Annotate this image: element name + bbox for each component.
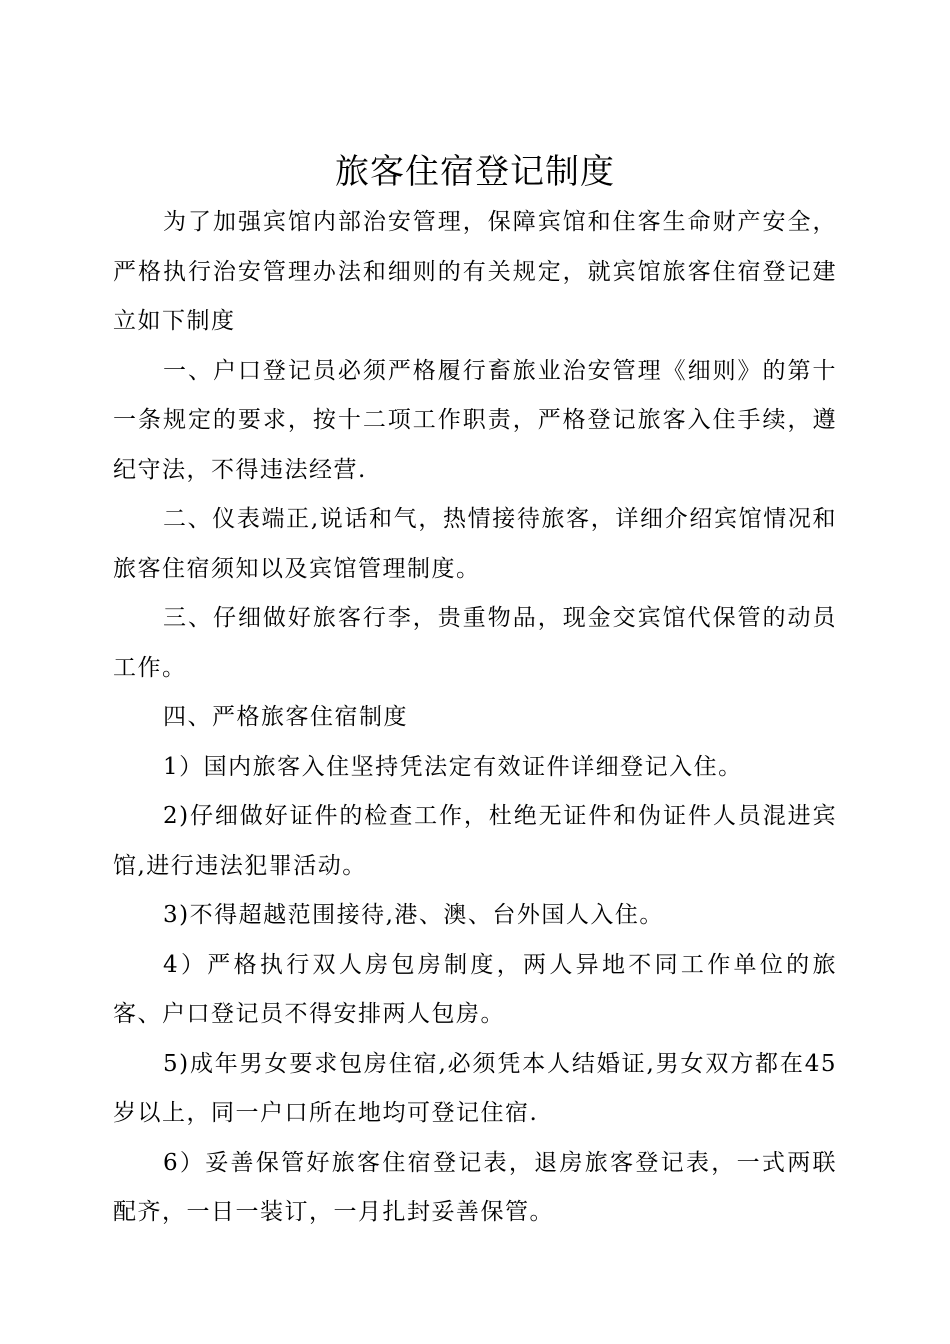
intro-paragraph: 为了加强宾馆内部治安管理，保障宾馆和住客生命财产安全，严格执行治安管理办法和细则的有关规定，就宾馆旅客住宿登记建立如下制度 (113, 209, 837, 334)
clause-3-paragraph: 三、仔细做好旅客行李，贵重物品，现金交宾馆代保管的动员工作。 (113, 605, 837, 681)
clause-2-paragraph: 二、仪表端正,说话和气，热情接待旅客，详细介绍宾馆情况和旅客住宿须知以及宾馆管理制度。 (113, 506, 837, 582)
rule-1-paragraph: 1）国内旅客入住坚持凭法定有效证件详细登记入住。 (163, 753, 743, 780)
rule-3-paragraph: 3)不得超越范围接待,港、澳、台外国人入住。 (163, 902, 664, 928)
rule-2-paragraph: 2)仔细做好证件的检查工作，杜绝无证件和伪证件人员混进宾馆,进行违法犯罪活动。 (113, 803, 837, 879)
clause-1-paragraph: 一、户口登记员必须严格履行畜旅业治安管理《细则》的第十一条规定的要求，按十二项工作职责，严格登记旅客入住手续，遵纪守法，不得违法经营. (113, 357, 837, 483)
document-title: 旅客住宿登记制度 (335, 152, 615, 192)
clause-4-heading: 四、严格旅客住宿制度 (163, 704, 408, 730)
rule-5-paragraph: 5)成年男女要求包房住宿,必须凭本人结婚证,男女双方都在45岁以上，同一户口所在地均可登记住宿. (113, 1050, 837, 1126)
rule-6-paragraph: 6）妥善保管好旅客住宿登记表，退房旅客登记表，一式两联配齐，一日一装订，一月扎封妥善保管。 (113, 1149, 837, 1225)
document-body (113, 198, 837, 1238)
rule-4-paragraph: 4）严格执行双人房包房制度，两人异地不同工作单位的旅客、户口登记员不得安排两人包房。 (113, 951, 837, 1027)
